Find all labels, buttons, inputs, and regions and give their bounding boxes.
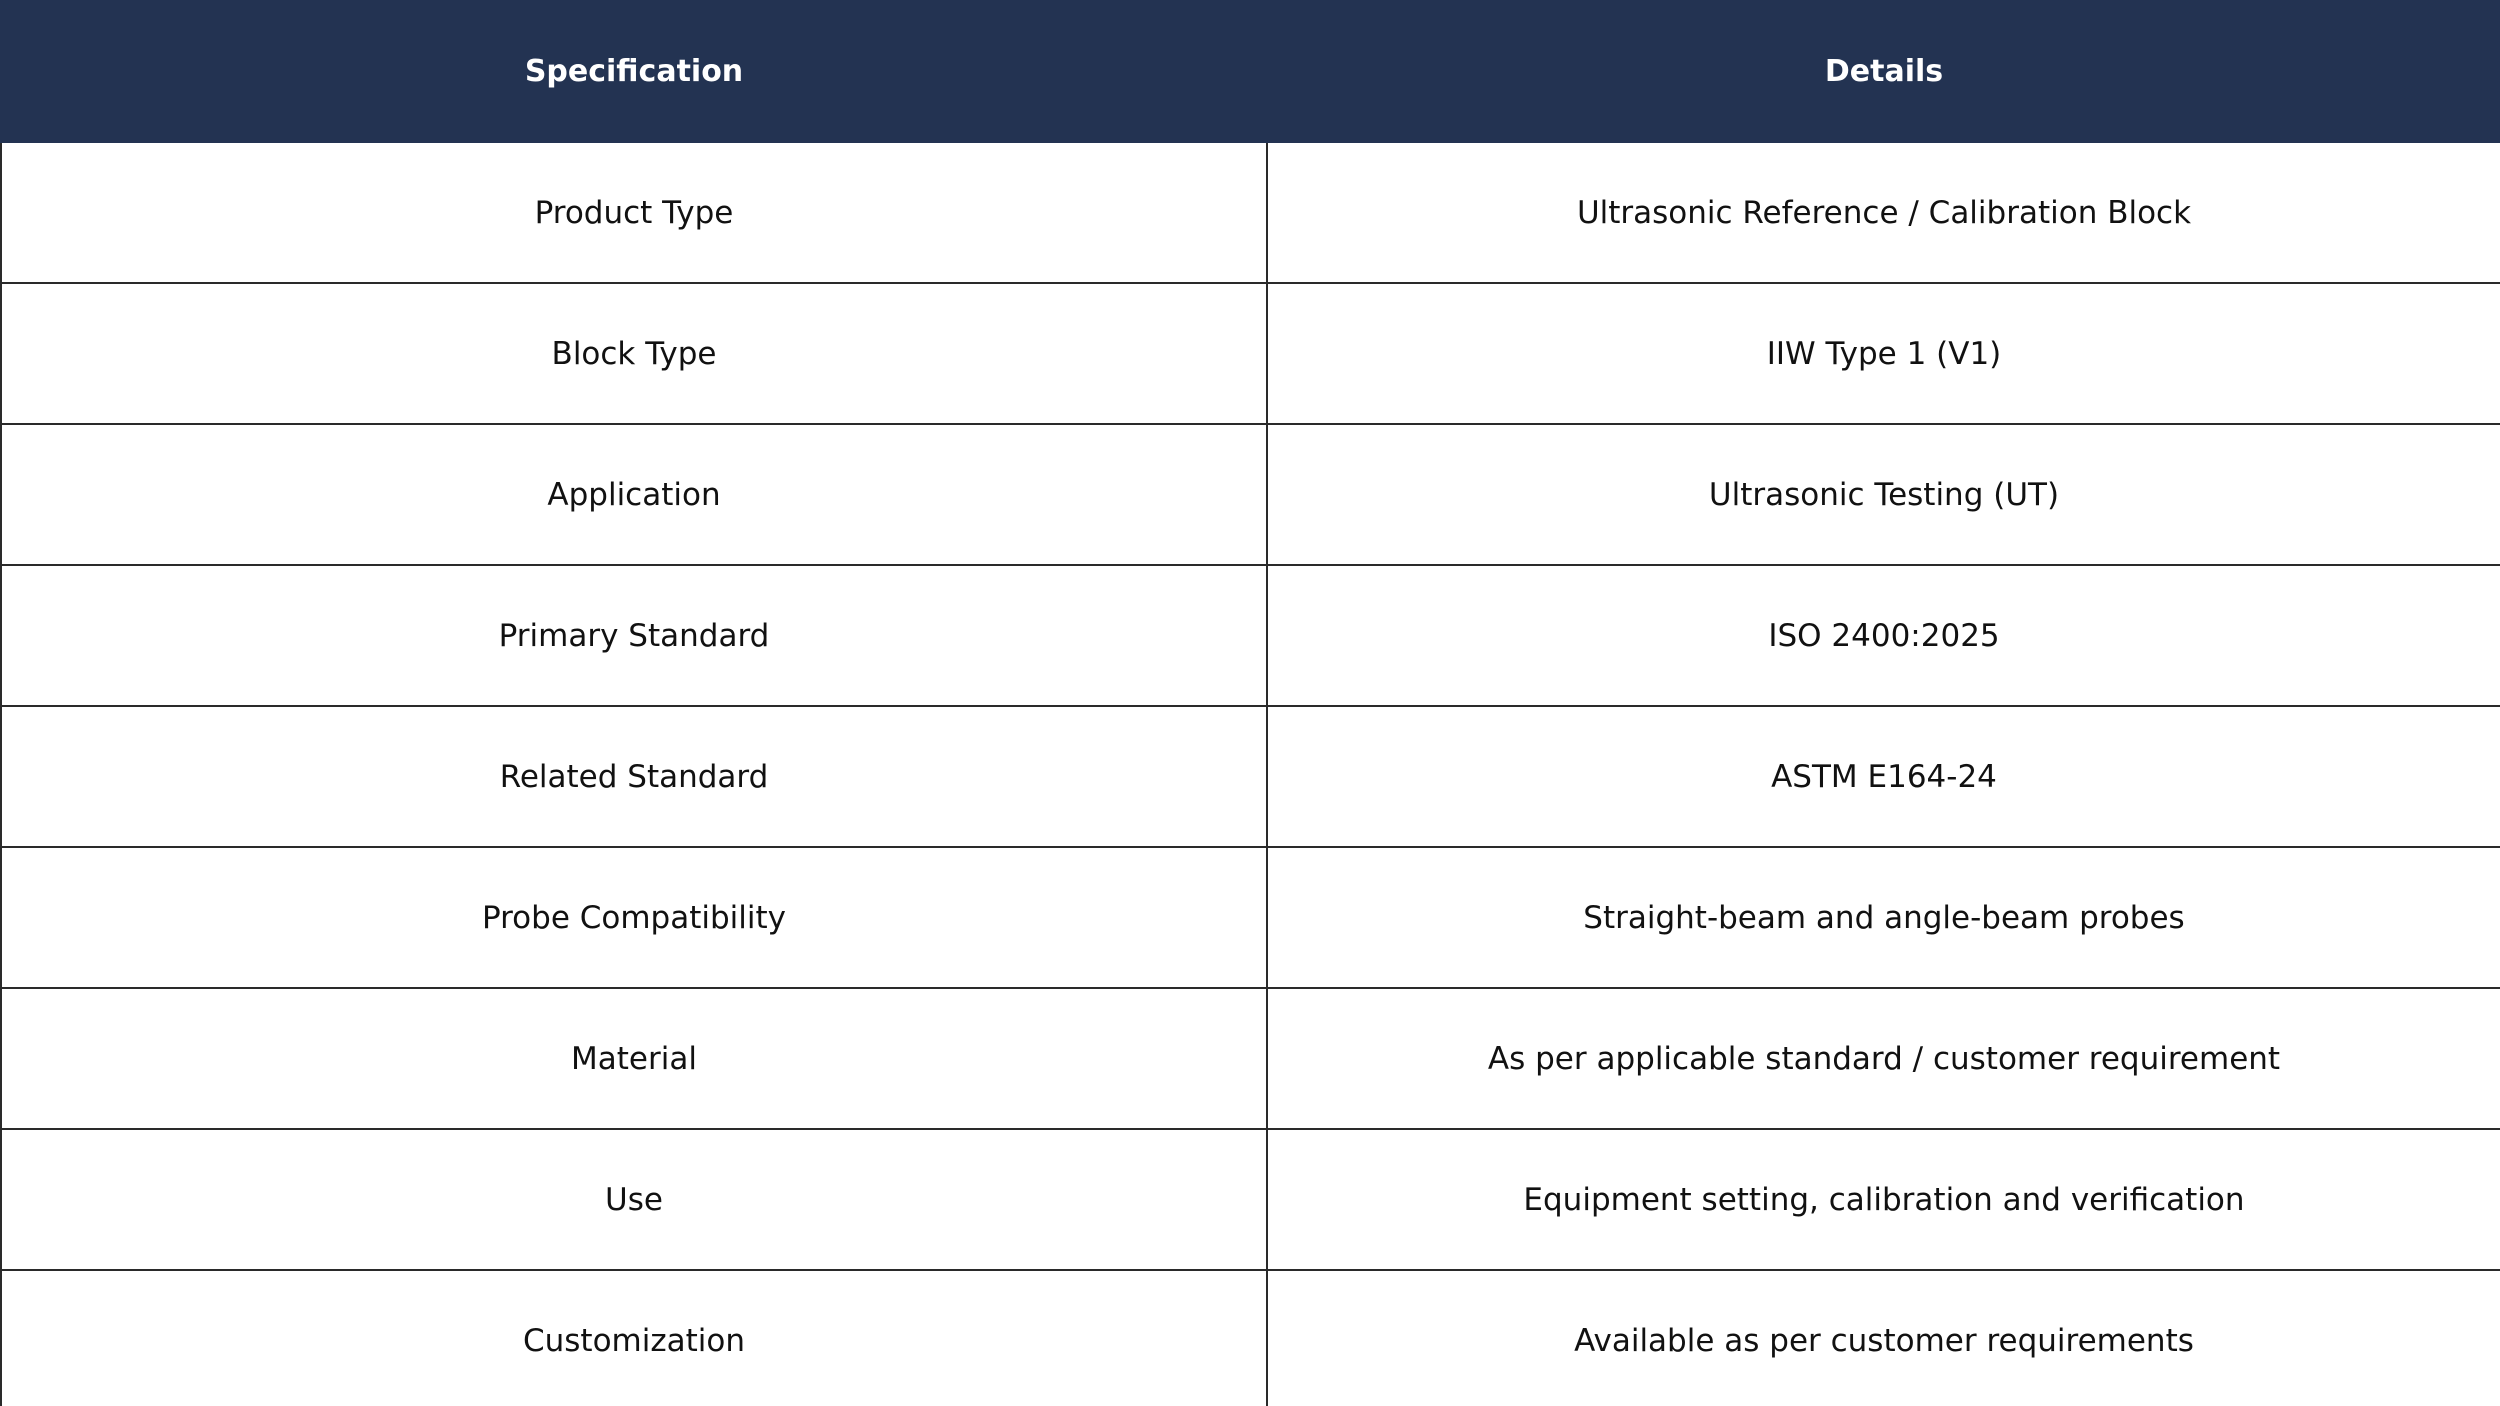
details-cell: IIW Type 1 (V1) — [1267, 283, 2500, 424]
spec-cell: Probe Compatibility — [1, 847, 1267, 988]
spec-cell: Application — [1, 424, 1267, 565]
spec-cell: Material — [1, 988, 1267, 1129]
details-cell: ASTM E164-24 — [1267, 706, 2500, 847]
details-cell: Equipment setting, calibration and verification — [1267, 1129, 2500, 1270]
table-body — [1, 142, 2500, 1406]
header-specification: Specification — [1, 1, 1267, 142]
spec-cell: Block Type — [1, 283, 1267, 424]
table-row — [1, 565, 2500, 706]
spec-cell: Use — [1, 1129, 1267, 1270]
table-row — [1, 706, 2500, 847]
details-cell: Ultrasonic Reference / Calibration Block — [1267, 142, 2500, 283]
details-cell: Ultrasonic Testing (UT) — [1267, 424, 2500, 565]
spec-cell: Primary Standard — [1, 565, 1267, 706]
details-cell: Available as per customer requirements — [1267, 1270, 2500, 1406]
table-row — [1, 988, 2500, 1129]
table-row — [1, 847, 2500, 988]
header-details: Details — [1267, 1, 2500, 142]
table-row — [1, 424, 2500, 565]
header-row — [1, 1, 2500, 142]
table-row — [1, 142, 2500, 283]
table-row — [1, 1129, 2500, 1270]
table-header — [1, 1, 2500, 142]
details-cell: As per applicable standard / customer requirement — [1267, 988, 2500, 1129]
details-cell: Straight-beam and angle-beam probes — [1267, 847, 2500, 988]
details-cell: ISO 2400:2025 — [1267, 565, 2500, 706]
table-row — [1, 283, 2500, 424]
spec-cell: Related Standard — [1, 706, 1267, 847]
spec-cell: Customization — [1, 1270, 1267, 1406]
spec-cell: Product Type — [1, 142, 1267, 283]
table-row — [1, 1270, 2500, 1406]
